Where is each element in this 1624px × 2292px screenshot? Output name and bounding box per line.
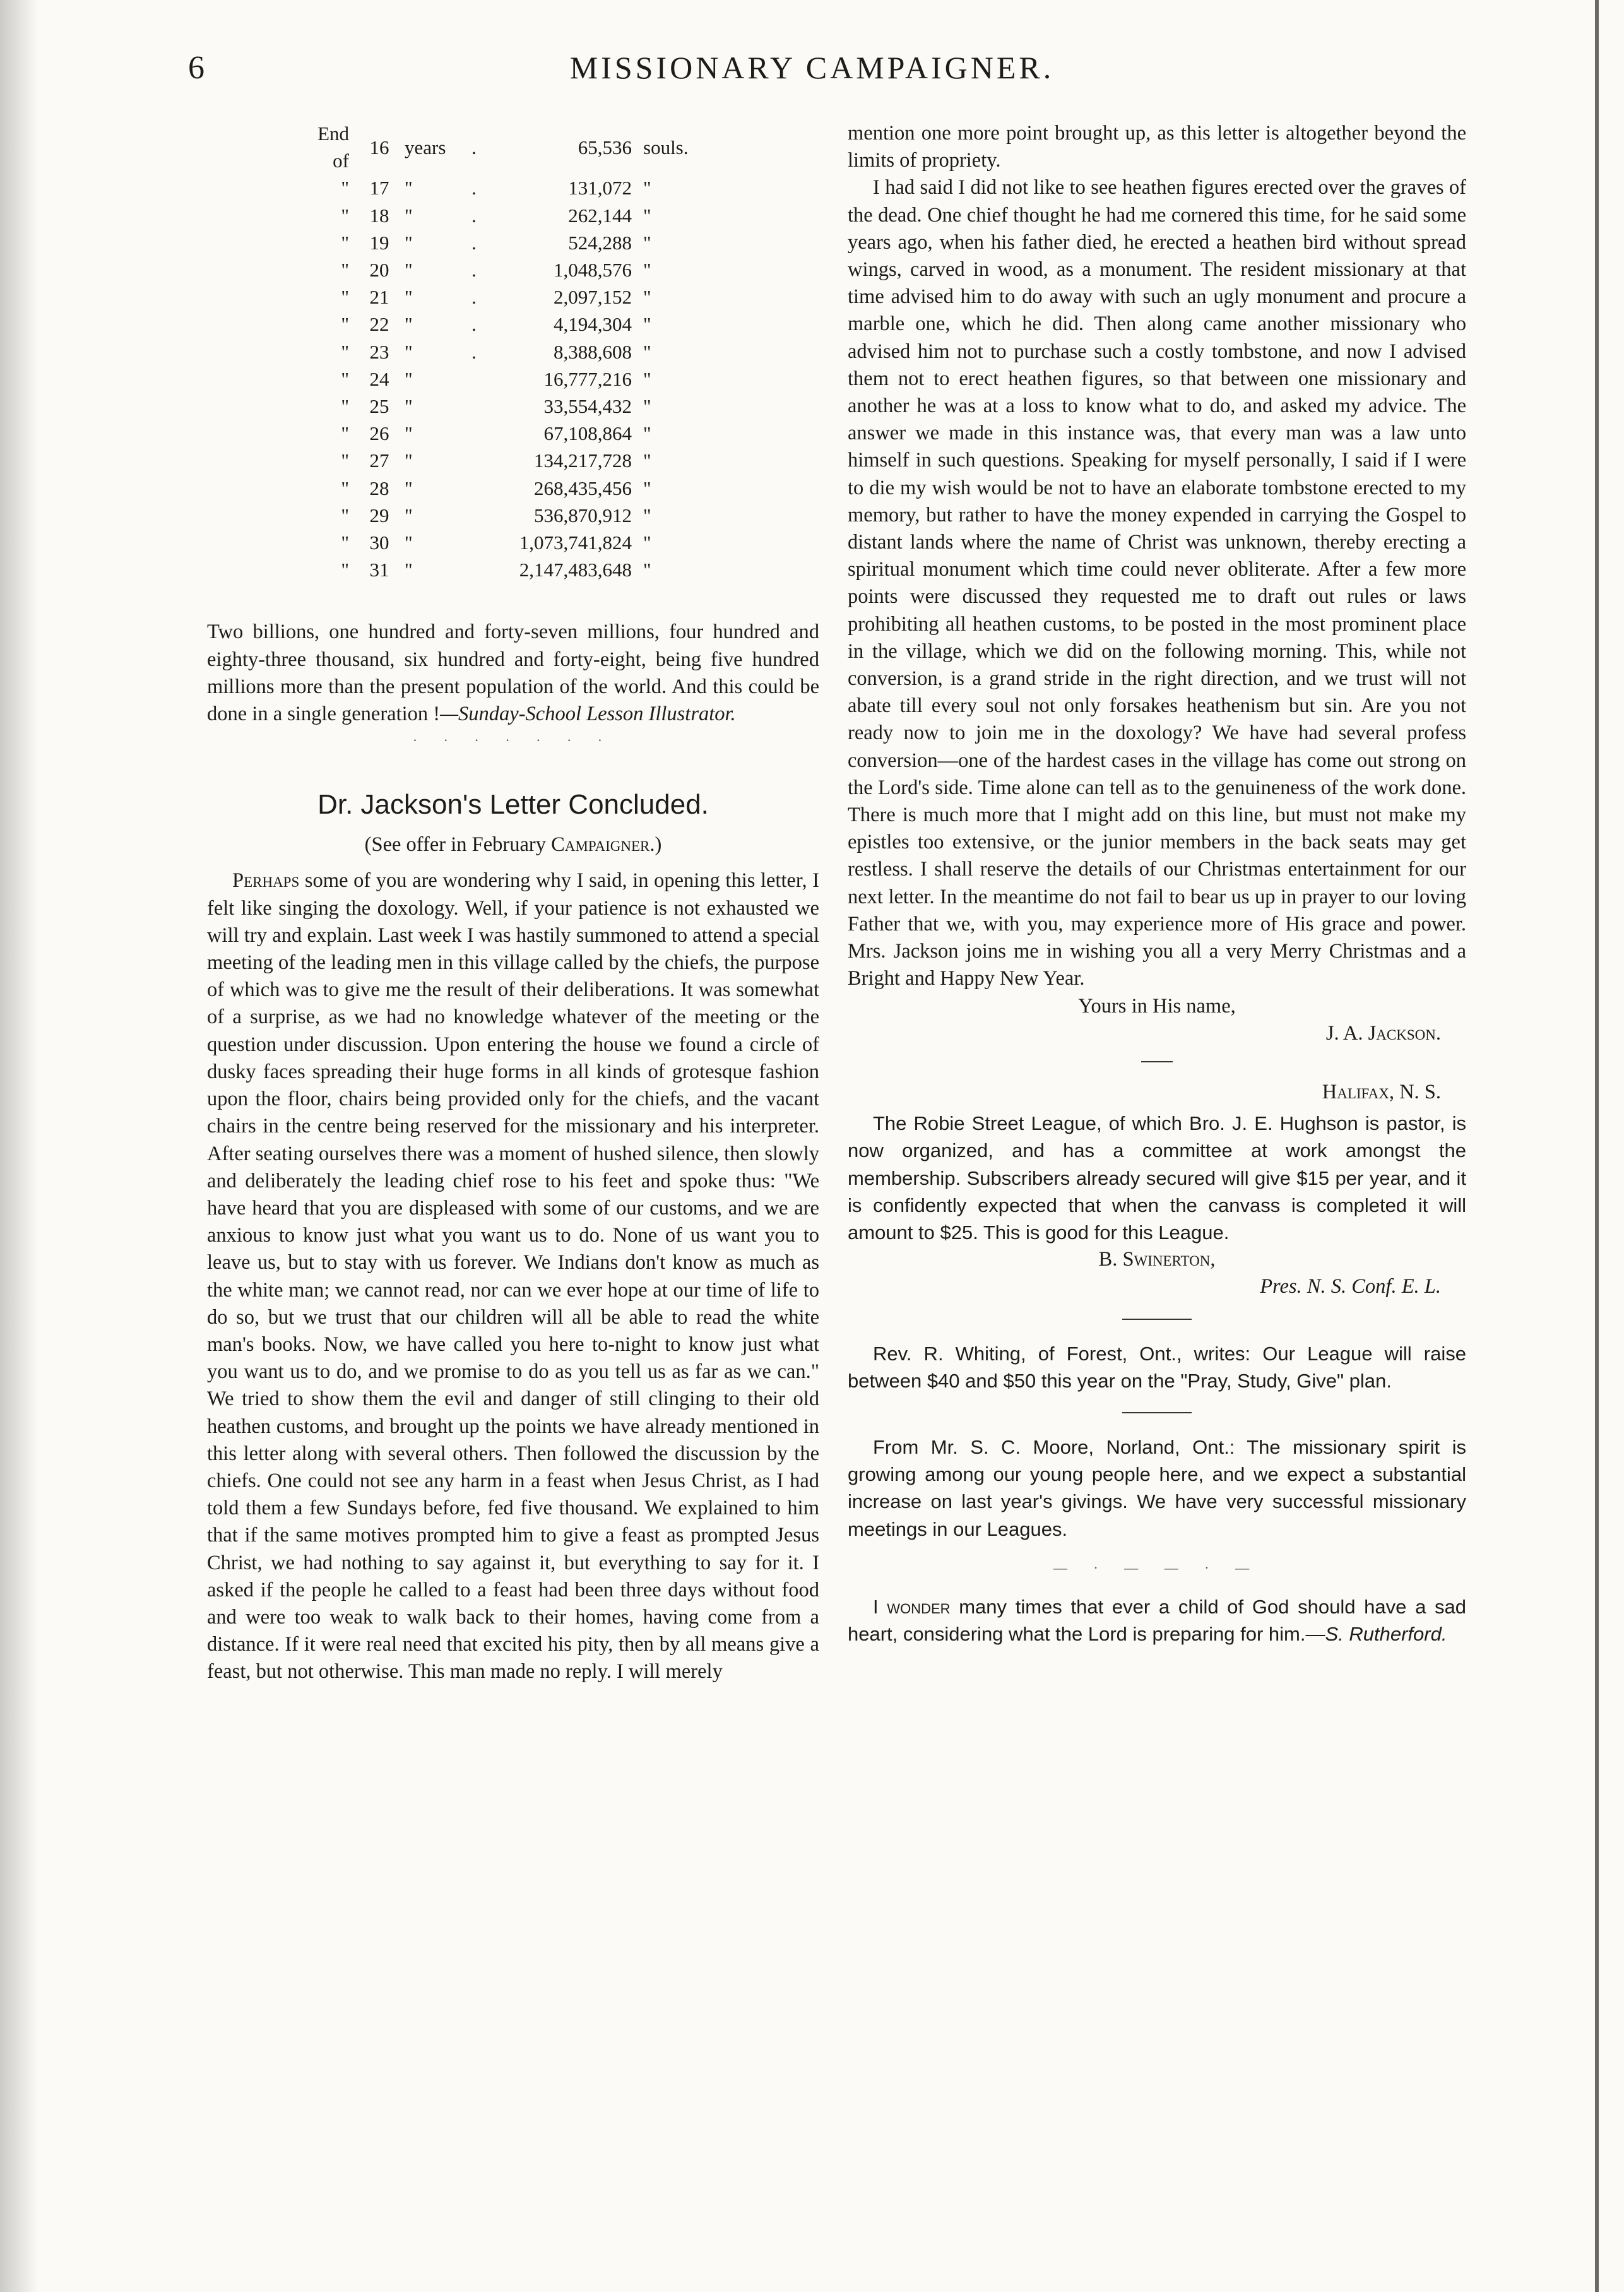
table-row — [299, 529, 713, 556]
cell-unit: " — [405, 559, 413, 581]
cell-dot — [461, 365, 487, 393]
table-row — [299, 202, 713, 229]
cell-value: 2,147,483,648 — [519, 559, 632, 581]
article-title: Dr. Jackson's Letter Concluded. — [317, 789, 709, 821]
cell-value: 65,536 — [578, 136, 632, 158]
cell-tail: " — [643, 367, 651, 390]
cell-unit: years — [405, 136, 446, 158]
cell-lead: " — [341, 204, 349, 227]
cell-unit: " — [405, 286, 413, 309]
halifax-body: The Robie Street League, of which Bro. J. E. Hughson is pastor, is now organized, and has a committee at work amongst the membership. Subscribers already secured will give $15 per year, and it is confidently expected that when the canvass is completed it will amount to $25. This is good for this League. — [848, 1112, 1466, 1244]
cell-value: 268,435,456 — [534, 477, 632, 499]
cell-unit: " — [405, 449, 413, 472]
cell-years: 23 — [369, 340, 389, 363]
scan-shadow-left — [0, 0, 38, 2292]
cell-dot — [461, 393, 487, 420]
cell-years: 19 — [369, 231, 389, 254]
cell-years: 18 — [369, 204, 389, 227]
cell-years: 31 — [369, 559, 389, 581]
cell-unit: " — [405, 313, 413, 336]
cell-value: 2,097,152 — [554, 286, 632, 309]
short-rule — [1141, 1061, 1173, 1062]
cell-dot: . — [471, 313, 477, 336]
cell-value: 524,288 — [568, 231, 632, 254]
cell-tail: " — [643, 395, 651, 418]
cell-dot — [461, 502, 487, 529]
section-rule-1 — [1122, 1319, 1192, 1320]
cell-lead: " — [341, 177, 349, 199]
cell-unit: " — [405, 340, 413, 363]
cell-lead: " — [341, 504, 349, 526]
cell-value: 1,048,576 — [554, 259, 632, 282]
cell-years: 27 — [369, 449, 389, 472]
cell-years: 20 — [369, 259, 389, 282]
cell-dot — [461, 529, 487, 556]
scan-edge-right — [1595, 0, 1599, 2292]
cell-tail: " — [643, 286, 651, 309]
cell-lead: End of — [317, 122, 349, 172]
cell-years: 26 — [369, 422, 389, 445]
subtitle-campaigner: Campaigner — [551, 833, 650, 857]
article-lead-word: Perhaps — [232, 869, 300, 893]
table-row — [299, 393, 713, 420]
cell-unit: " — [405, 259, 413, 282]
cell-dot — [461, 475, 487, 502]
cell-unit: " — [405, 367, 413, 390]
cell-tail: " — [643, 531, 651, 554]
summary-source: —Sunday-School Lesson Illustrator. — [440, 703, 736, 726]
table-row — [299, 174, 713, 201]
article-paragraph-1-cont: mention one more point brought up, as this letter is altogether beyond the limits of propriety. — [848, 122, 1466, 172]
cell-dot: . — [471, 231, 477, 254]
cell-lead: " — [341, 395, 349, 418]
table-row — [299, 502, 713, 529]
cell-value: 1,073,741,824 — [519, 531, 632, 554]
cell-lead: " — [341, 422, 349, 445]
cell-unit: " — [405, 395, 413, 418]
cell-dot: . — [471, 259, 477, 282]
table-row — [299, 229, 713, 256]
article-signature: J. A. Jackson. — [1325, 1021, 1441, 1045]
table-row — [299, 475, 713, 502]
cell-value: 67,108,864 — [543, 422, 632, 445]
cell-lead: " — [341, 259, 349, 282]
cell-value: 262,144 — [568, 204, 632, 227]
cell-dot — [461, 420, 487, 447]
cell-lead: " — [341, 449, 349, 472]
subtitle-prefix: (See offer in February — [364, 833, 552, 857]
cell-value: 131,072 — [568, 177, 632, 199]
rutherford-quote — [848, 1593, 1466, 1648]
cell-tail: " — [643, 313, 651, 336]
ornament-divider: · · · · · · · — [412, 732, 614, 749]
article-paragraph-1 — [207, 867, 819, 1685]
cell-unit: " — [405, 504, 413, 526]
table-row — [299, 120, 713, 174]
cell-tail: " — [643, 422, 651, 445]
cell-tail: " — [643, 231, 651, 254]
cell-value: 8,388,608 — [554, 340, 632, 363]
table-row — [299, 338, 713, 365]
cell-dot: . — [471, 204, 477, 227]
rutherford-body: many times that ever a child of God should have a sad heart, considering what the Lord is preparing for him. — [848, 1595, 1466, 1645]
cell-dot: . — [471, 340, 477, 363]
cell-unit: " — [405, 531, 413, 554]
cell-tail: " — [643, 204, 651, 227]
cell-years: 25 — [369, 395, 389, 418]
cell-lead: " — [341, 231, 349, 254]
cell-value: 16,777,216 — [543, 367, 632, 390]
halifax-dateline: Halifax, N. S. — [1322, 1080, 1441, 1103]
cell-unit: " — [405, 422, 413, 445]
cell-value: 536,870,912 — [534, 504, 632, 526]
cell-unit: " — [405, 204, 413, 227]
right-column — [848, 120, 1466, 1648]
cell-lead: " — [341, 367, 349, 390]
rutherford-lead: I wonder — [873, 1595, 951, 1618]
cell-years: 28 — [369, 477, 389, 499]
cell-years: 22 — [369, 313, 389, 336]
cell-tail: " — [643, 477, 651, 499]
cell-tail: " — [643, 340, 651, 363]
table-row — [299, 420, 713, 447]
cell-years: 21 — [369, 286, 389, 309]
cell-value: 4,194,304 — [554, 313, 632, 336]
whiting-note: Rev. R. Whiting, of Forest, Ont., writes: Our League will raise between $40 and $50 this year on the "Pray, Study, Give" plan. — [848, 1342, 1466, 1392]
cell-lead: " — [341, 477, 349, 499]
running-head-title: MISSIONARY CAMPAIGNER. — [569, 50, 1055, 85]
section-rule-2 — [1122, 1412, 1192, 1413]
cell-years: 17 — [369, 177, 389, 199]
cell-dot — [461, 447, 487, 474]
cell-dot — [461, 556, 487, 583]
left-column — [207, 120, 819, 1686]
cell-dot: . — [471, 286, 477, 309]
cell-lead: " — [341, 559, 349, 581]
cell-years: 24 — [369, 367, 389, 390]
article-subtitle — [207, 831, 819, 858]
table-row — [299, 283, 713, 311]
generations-summary — [207, 619, 819, 728]
generations-table — [299, 120, 713, 583]
halifax-signer: B. Swinerton, — [1098, 1248, 1216, 1271]
article-paragraph-2: I had said I did not like to see heathen figures erected over the graves of the dead. One chief thought he had me cornered this time, for he said some years ago, when his father died, he erected a heathen bird without spread wings, carved in wood, as a monument. The resident missionary at that time advised him to do away with such an ugly monument and procure a marble one, which he did. Then along came another missionary who advised him not to purchase such a costly tombstone, and now I advised them not to erect heathen figures, so that between one missionary and another he was at a loss to know what to do, and asked my advice. The answer we made in this instance was, that every man was a law unto himself in such questions. Speaking for myself personally, I said if I were to die my wish would be not to have an elaborate tombstone erected to my memory, but rather to have the money expended in carrying the Gospel to distant lands where the name of Christ was unknown, thereby erecting a spiritual monument which time could never obliterate. After a few more points were discussed they requested me to draft out rules or laws prohibiting all heathen customs, to be posted in the most prominent place in the village, which we did on the following morning. This, while not conversion, is a grand stride in the right direction, and we trust will not abate till every soul not only forsakes heathenism but sin. Are you not ready now to join me in the doxology? We have had several profess conversion—one of the hardest cases in the village has come out strong on the Lord's side. Time alone can tell as to the genuineness of the work done. There is much more that I might add on this line, but must not make my epistles too extensive, or the junior members in the back seats may get restless. I shall reserve the details of our Christmas entertainment for our next letter. In the meantime do not fail to bear us up in prayer to our loving Father that we, with you, may experience more of His grace and power. Mrs. Jackson joins me in wishing you all a very Merry Christmas and a Bright and Happy New Year. — [848, 176, 1466, 990]
cell-tail: " — [643, 559, 651, 581]
moore-note: From Mr. S. C. Moore, Norland, Ont.: The missionary spirit is growing among our young people here, and we expect a substantial increase on last year's givings. We have very successful missionary meetings in our Leagues. — [848, 1435, 1466, 1540]
cell-unit: " — [405, 477, 413, 499]
cell-years: 30 — [369, 531, 389, 554]
cell-years: 29 — [369, 504, 389, 526]
table-row — [299, 256, 713, 283]
cell-tail: " — [643, 259, 651, 282]
cell-tail: " — [643, 177, 651, 199]
halifax-signer-title: Pres. N. S. Conf. E. L. — [1260, 1275, 1441, 1298]
table-row — [299, 447, 713, 474]
table-row — [299, 556, 713, 583]
article-body-left: some of you are wondering why I said, in opening this letter, I felt like singing the doxology. Well, if your patience is not exhausted we will try and explain. Last week I was hastily summoned to attend a special meeting of the leading men in this village called by the chiefs, the purpose of which was to give me the result of their deliberations. It was somewhat of a surprise, as we had no knowledge whatever of the meeting or the question under discussion. Upon entering the house we found a circle of dusky faces spreading their huge forms in all kinds of grotesque fashion upon the floor, chairs being provided only for the chiefs, and the vacant chairs in the centre being reserved for the missionary and his interpreter. After seating ourselves there was a moment of hushed silence, then slowly and deliberately the leading chief rose to his feet and spoke thus: "We have heard that you are displeased with some of our customs, and we are anxious to know just what you want us to do. None of us want you to leave us, but to stay with us forever. We Indians don't know as much as the white man; we cannot read, nor can we ever hope at our time of life to do so, but we trust that our children will all be able to read the white man's books. Now, we have called you here to-night to know just what you want us to do, and we promise to do as you tell us as far as we can." We tried to show them the evil and danger of still clinging to their old heathen customs, and brought up the points we have already mentioned in this letter along with several others. Then followed the discussion by the chiefs. One could not see any harm in a feast when Jesus Christ, as I had told them a few Sundays before, fed five thousand. We explained to him that if the same motives prompted him to give a feast as prompted Jesus Christ, we had nothing to say against it, but everything to say for it. I asked if the people he called to a feast had been three days without food and were too weak to walk back to their homes, having come from a distance. If it were real need that excited his pity, then by all means give a feast, but not otherwise. This man made no reply. I will merely — [207, 869, 820, 1683]
cell-lead: " — [341, 313, 349, 336]
cell-value: 134,217,728 — [534, 449, 632, 472]
table-row — [299, 311, 713, 338]
ornament-divider-2: — · — — · — — [1053, 1559, 1261, 1576]
cell-dot: . — [471, 136, 477, 158]
cell-unit: " — [405, 177, 413, 199]
summary-text: Two billions, one hundred and forty-seven millions, four hundred and eighty-three thousand, six hundred and forty-eight, being five hundred millions more than the present population of the world. And this could be done in a single generation ! — [207, 621, 819, 726]
cell-years: 16 — [369, 136, 389, 158]
cell-lead: " — [341, 286, 349, 309]
table-row — [299, 365, 713, 393]
rutherford-source: —S. Rutherford. — [1305, 1622, 1447, 1645]
cell-tail: " — [643, 504, 651, 526]
article-closing: Yours in His name, — [1078, 994, 1236, 1018]
page-number: 6 — [188, 50, 204, 86]
cell-lead: " — [341, 340, 349, 363]
cell-dot: . — [471, 177, 477, 199]
cell-tail: " — [643, 449, 651, 472]
cell-tail: souls. — [643, 136, 689, 158]
cell-unit: " — [405, 231, 413, 254]
subtitle-suffix: .) — [649, 833, 662, 857]
cell-value: 33,554,432 — [543, 395, 632, 418]
cell-lead: " — [341, 531, 349, 554]
